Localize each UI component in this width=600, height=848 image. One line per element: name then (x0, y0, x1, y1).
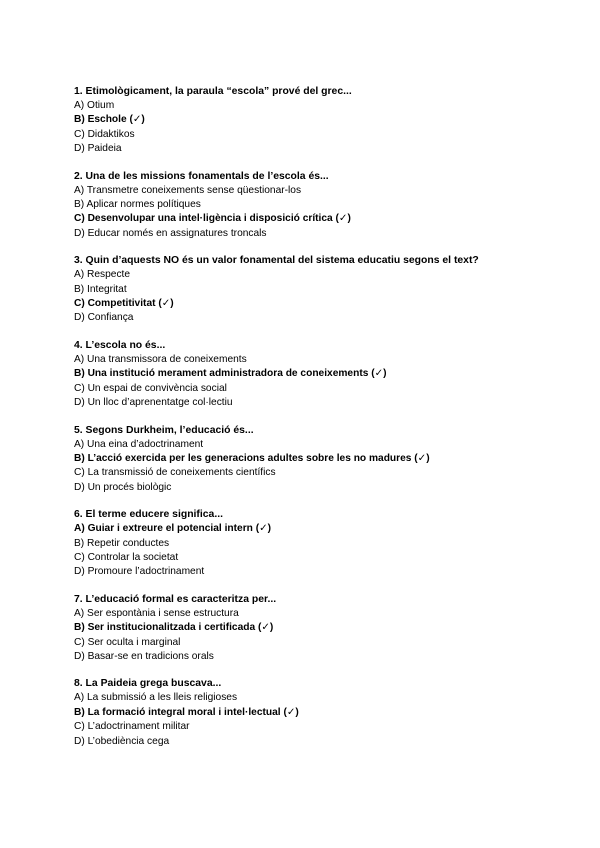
question-4 (74, 338, 574, 411)
option-b: B) Aplicar normes polítiques (74, 199, 201, 211)
option-a: A) Ser espontània i sense estructura (74, 607, 239, 619)
option-b-correct: B) Ser institucionalitzada i certificada (✓) (74, 622, 274, 634)
option-b-correct: B) Una institució merament administradora de coneixements (✓) (74, 368, 387, 380)
question-title: 7. L’educació formal es caracteritza per... (74, 593, 277, 605)
question-1 (74, 84, 574, 157)
option-c-correct: C) Competitivitat (✓) (74, 298, 174, 310)
question-title: 1. Etimològicament, la paraula “escola” prové del grec... (74, 86, 352, 97)
option-d: D) Un lloc d’aprenentatge col·lectiu (74, 397, 233, 409)
question-title: 5. Segons Durkheim, l’educació és... (74, 424, 254, 436)
option-a: A) Una transmissora de coneixements (74, 353, 247, 365)
option-a: A) Respecte (74, 269, 131, 281)
option-d: D) Basar-se en tradicions orals (74, 650, 214, 662)
question-6 (74, 507, 574, 580)
option-c: C) Controlar la societat (74, 551, 179, 563)
option-a: A) Otium (74, 100, 115, 111)
quiz (74, 84, 574, 761)
option-b-correct: B) La formació integral moral i intel·lectual (✓) (74, 706, 299, 718)
question-2 (74, 169, 574, 242)
option-d: D) Promoure l’adoctrinament (74, 566, 205, 578)
question-7 (74, 592, 574, 665)
option-a-correct: A) Guiar i extreure el potencial intern (✓) (74, 523, 272, 535)
option-c: C) Didaktikos (74, 128, 135, 140)
option-d: D) L’obediència cega (74, 735, 170, 747)
option-d: D) Confiança (74, 312, 134, 324)
option-b: B) Repetir conductes (74, 537, 170, 549)
question-title: 3. Quin d’aquests NO és un valor fonamental del sistema educatiu segons el text? (74, 255, 479, 267)
option-c: C) Un espai de convivència social (74, 382, 227, 394)
question-title: 4. L’escola no és... (74, 339, 166, 351)
question-8 (74, 676, 574, 749)
question-title: 2. Una de les missions fonamentals de l’escola és... (74, 170, 329, 182)
option-c: C) L’adoctrinament militar (74, 721, 190, 733)
option-b-correct: B) L’acció exercida per les generacions adultes sobre les no madures (✓) (74, 452, 430, 464)
option-c: C) La transmissió de coneixements científics (74, 467, 276, 479)
option-b-correct: B) Eschole (✓) (74, 114, 145, 126)
option-a: A) La submissió a les lleis religioses (74, 692, 238, 704)
question-3 (74, 253, 574, 326)
option-d: D) Un procés biològic (74, 481, 172, 493)
option-d: D) Paideia (74, 143, 122, 155)
question-title: 8. La Paideia grega buscava... (74, 678, 222, 690)
option-a: A) Transmetre coneixements sense qüestionar-los (74, 184, 302, 196)
option-b: B) Integritat (74, 283, 127, 295)
option-c: C) Ser oculta i marginal (74, 636, 181, 648)
question-title: 6. El terme educere significa... (74, 509, 223, 521)
option-d: D) Educar només en assignatures troncals (74, 227, 267, 239)
option-a: A) Una eina d’adoctrinament (74, 438, 204, 450)
question-5 (74, 423, 574, 496)
option-c-correct: C) Desenvolupar una intel·ligència i disposició crítica (✓) (74, 213, 351, 225)
